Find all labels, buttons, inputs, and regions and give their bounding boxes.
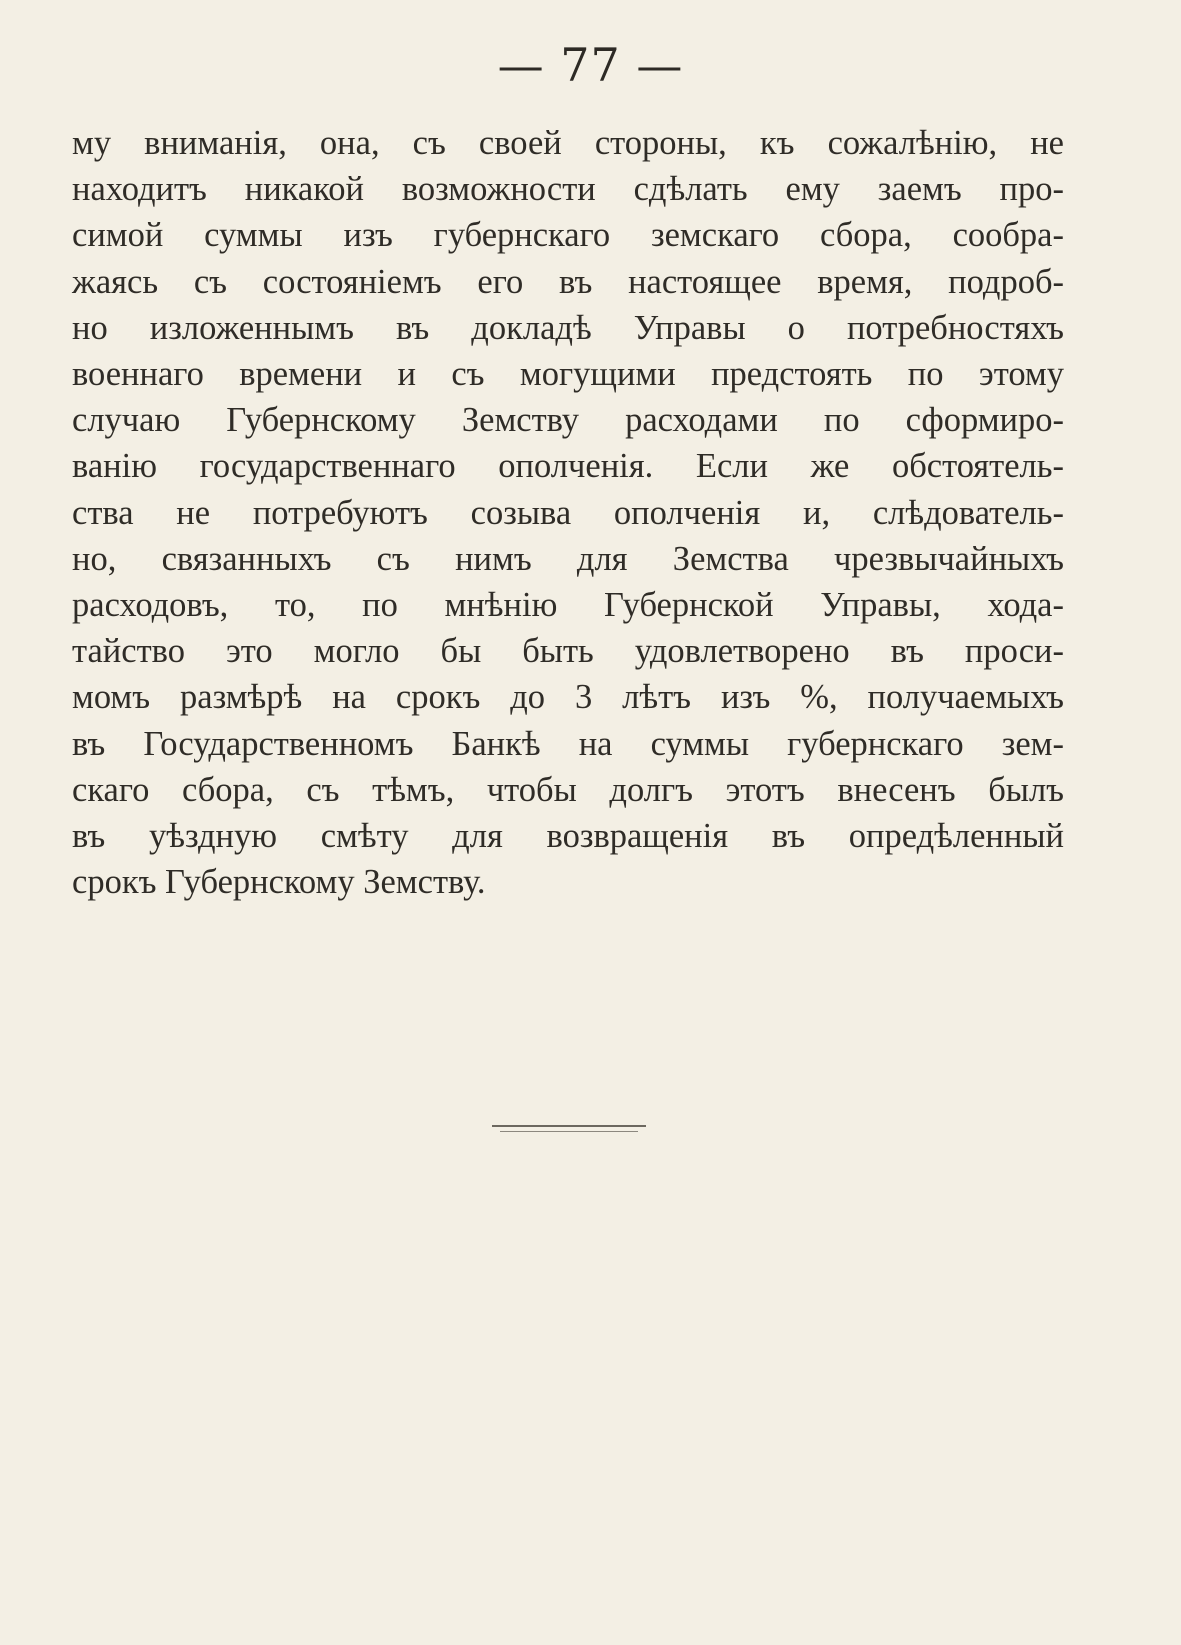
text-line: тайство это могло бы быть удовлетворено въ проси-: [72, 632, 1064, 671]
text-line: ства не потребуютъ созыва ополченія и, слѣдователь-: [72, 493, 1064, 532]
body-text: [72, 120, 1064, 905]
text-line: случаю Губернскому Земству расходами по сформиро-: [72, 401, 1064, 440]
text-line: военнаго времени и съ могущими предстоять по этому: [72, 355, 1064, 394]
text-line: но изложеннымъ въ докладѣ Управы о потребностяхъ: [72, 308, 1064, 347]
text-line: скаго сбора, съ тѣмъ, чтобы долгъ этотъ внесенъ былъ: [72, 770, 1064, 809]
page-number: — 77 —: [497, 38, 684, 92]
text-line: въ Государственномъ Банкѣ на суммы губернскаго зем-: [72, 724, 1064, 763]
text-line: находитъ никакой возможности сдѣлать ему заемъ про-: [72, 170, 1064, 209]
text-line: му вниманія, она, съ своей стороны, къ сожалѣнію, не: [72, 124, 1064, 162]
text-line: жаясь съ состояніемъ его въ настоящее время, подроб-: [72, 262, 1064, 301]
section-divider: [492, 1125, 646, 1127]
text-line: но, связанныхъ съ нимъ для Земства чрезвычайныхъ: [72, 539, 1064, 578]
text-line: расходовъ, то, по мнѣнію Губернской Управы, хода-: [72, 586, 1064, 625]
text-line: симой суммы изъ губернскаго земскаго сбора, сообра-: [72, 216, 1064, 255]
text-line: ванію государственнаго ополченія. Если же обстоятель-: [72, 447, 1064, 486]
text-line: срокъ Губернскому Земству.: [72, 863, 486, 902]
section-divider-underline: [500, 1131, 638, 1132]
text-line: въ уѣздную смѣту для возвращенія въ опредѣленный: [72, 817, 1064, 856]
text-line: момъ размѣрѣ на срокъ до 3 лѣтъ изъ %, получаемыхъ: [72, 678, 1064, 717]
